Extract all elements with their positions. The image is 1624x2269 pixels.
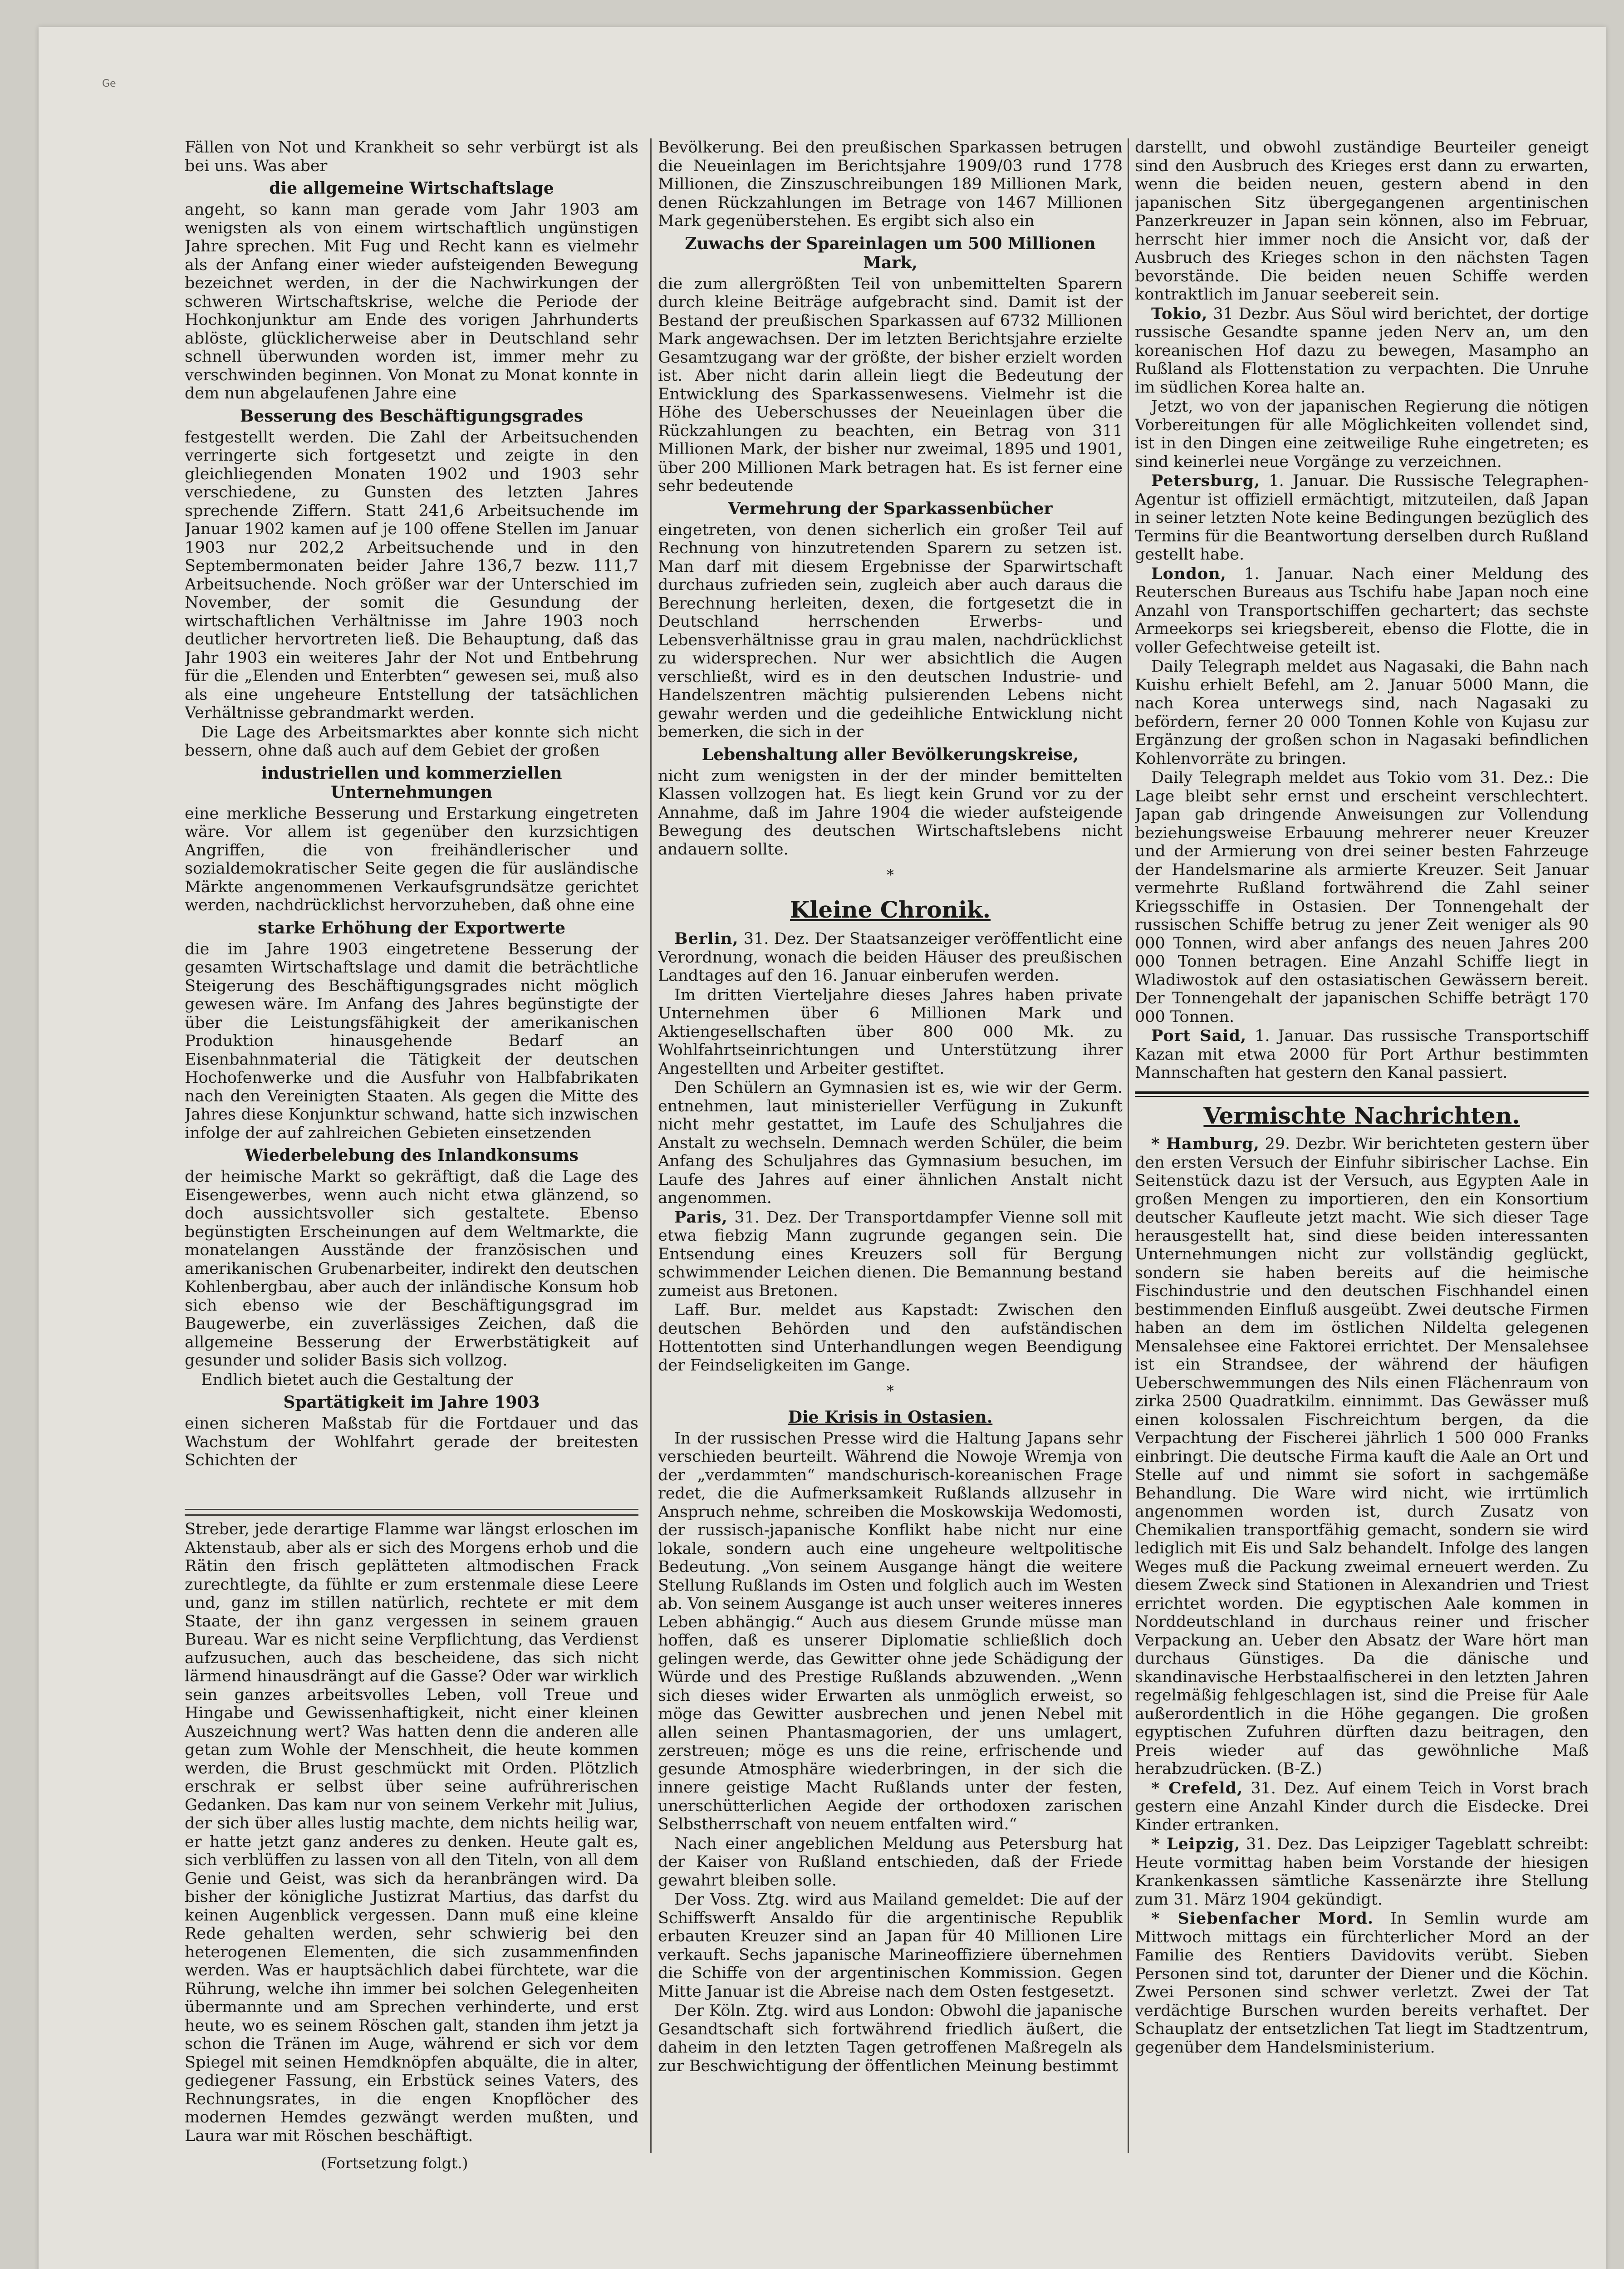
news-item [658, 930, 1123, 985]
paragraph: festgestellt werden. Die Zahl der Arbeitsuchenden verringerte sich fortgesetzt und zeigte in den gleichliegenden Monaten 1902 und 1903 sehr verschiedene, zu Gunsten des letzten Jahres sprechende Ziffern. Statt 241,6 Arbeitsuchende im Januar 1902 kamen auf je 100 offene Stellen im Januar 1903 nur 202,2 Arbeitsuchende und in den Septembermonaten beider Jahre 136,7 bezw. 111,7 Arbeitsuchende. Noch größer war der Unterschied im November, der somit die Gesundung der wirtschaftlichen Verhältnisse im Jahre 1903 noch deutlicher hervortreten ließ. Die Behauptung, daß das Jahr 1903 ein weiteres Jahr der Not und Entbehrung für die „Elenden und Enterbten“ gewesen sei, muß also als eine ungeheure Entstellung der tatsächlichen Verhältnisse gebrandmarkt werden. [185, 428, 638, 722]
news-item [1135, 565, 1589, 657]
section-header [1135, 1091, 1589, 1129]
column-3 [1135, 138, 1589, 2153]
column-2 [658, 138, 1123, 2153]
paragraph: In der russischen Presse wird die Haltung Japans sehr verschieden beurteilt. Während die Nowoje Wremja von der „verdammten“ mandschurisch-koreanischen Frage redet, die die Aufmerksamkeit Rußlands allzusehr in Anspruch nehme, schreiben die Moskowskija Wedomosti, der russisch-japanische Konflikt habe nicht nur eine lokale, sondern auch eine ungeheure weltpolitische Bedeutung. „Von seinem Ausgange hängt die weitere Stellung Rußlands im Osten und folglich auch im Westen ab. Von seinem Ausgange ist auch unser weiteres inneres Leben abhängig.“ Auch aus diesem Grunde müsse man hoffen, daß es unserer Diplomatie schließlich doch gelingen werde, das Gewitter ohne jede Schädigung der Würde und des Prestige Rußlands abzuwenden. „Wenn sich dieses wider Erwarten als unmöglich erweist, so möge das Gewitter ausbrechen und jenen Nebel mit allen seinen Phantasmagorien, der uns umlagert, zerstreuen; möge es uns die reine, erfrischende und gesunde Atmosphäre wiederbringen, in der sich die innere geistige Macht Rußlands unter der festen, unerschütterlichen Aegide der orthodoxen zarischen Selbstherrschaft von neuem entfalten wird.“ [658, 1429, 1123, 1833]
rule [1135, 1096, 1589, 1097]
paragraph: Daily Telegraph meldet aus Tokio vom 31. Dez.: Die Lage bleibt sehr ernst und erscheint verschlechtert. Japan gab dringende Anweisungen zur Vollendung beziehungsweise Erbauung mehrerer neuer Kreuzer und der Armierung von drei seiner besten Fahrzeuge der Handelsmarine als armierte Kreuzer. Seit Januar vermehrte Rußland fortwährend die Zahl seiner Kriegsschiffe in Ostasien. Der Tonnengehalt der russischen Schiffe betrug zu jener Zeit weniger als 90 000 Tonnen, wird aber anfangs des neuen Jahres 200 000 Tonnen betragen. Eine Anzahl Schiffe liegt in Wladiwostok auf den ostasiatischen Gewässern bereit. Der Tonnengehalt der japanischen Schiffe beträgt 170 000 Tonnen. [1135, 769, 1589, 1026]
news-text: 31. Dez. Auf einem Teich in Vorst brach gestern eine Anzahl Kinder durch die Eisdecke. Drei Kinder ertranken. [1135, 1779, 1589, 1834]
column-divider [1128, 138, 1129, 2153]
paragraph: Fällen von Not und Krankheit so sehr verbürgt ist als bei uns. Was aber [185, 138, 638, 175]
paragraph: nicht zum wenigsten in der der minder bemittelten Klassen vollzogen hat. Es liegt kein Grund vor zu der Annahme, daß im Jahre 1904 die wieder aufsteigende Bewegung des deutschen Wirtschaftslebens nicht andauern sollte. [658, 766, 1123, 859]
dateline: * Crefeld, [1151, 1778, 1243, 1798]
paragraph: Der Köln. Ztg. wird aus London: Obwohl die japanische Gesandtschaft sich fortwährend friedlich äußert, die daheim in den letzten Tagen getroffenen Maßregeln als zur Beschwichtigung der öffentlichen Meinung bestimmt [658, 2002, 1123, 2075]
paragraph: Im dritten Vierteljahre dieses Jahres haben private Unternehmen über 6 Millionen Mark und Aktiengesellschaften über 800 000 Mk. zu Wohlfahrtseinrichtungen und Unterstützung ihrer Angestellten und Arbeiter gestiftet. [658, 986, 1123, 1078]
news-item [1135, 1910, 1589, 2057]
paragraph: Jetzt, wo von der japanischen Regierung die nötigen Vorbereitungen für alle Möglichkeiten vollendet sind, ist in den Dingen eine zeitweilige Ruhe eingetreten; es sind keinerlei neue Vorgänge zu verzeichnen. [1135, 398, 1589, 471]
paragraph: darstellt, und obwohl zuständige Beurteiler geneigt sind den Ausbruch des Krieges erst dann zu erwarten, wenn die beiden neuen, gestern abend in den japanischen Sitz übergegangenen argentinischen Panzerkreuzer in Japan sein können, also im Februar, herrscht hier immer noch die Ansicht vor, daß der Ausbruch des Krieges schon in den nächsten Tagen bevorstände. Die beiden neuen Schiffe werden kontraktlich im Januar seebereit sein. [1135, 138, 1589, 304]
dateline: London, [1151, 564, 1227, 583]
paragraph: angeht, so kann man gerade vom Jahr 1903 am wenigsten als von einem wirtschaftlich ungünstigen Jahre sprechen. Mit Fug und Recht kann es vielmehr als der Anfang einer wieder aufsteigenden Bewegung bezeichnet werden, in der die Nachwirkungen der schweren Wirtschaftskrise, welche die Periode der Hochkonjunktur am Ende des vorigen Jahrhunderts ablöste, glücklicherweise aber in Deutschland sehr schnell überwunden worden ist, immer mehr zu verschwinden beginnen. Von Monat zu Monat konnte in dem nun abgelaufenen Jahre eine [185, 201, 638, 403]
section-title: Kleine Chronik. [790, 896, 991, 923]
dateline: * Siebenfacher Mord. [1151, 1909, 1374, 1928]
paragraph: Der Voss. Ztg. wird aus Mailand gemeldet: Die auf der Schiffswerft Ansaldo für die argentinische Republik erbauten Kreuzer sind an Japan für 40 Millionen Lire verkauft. Sechs japanische Marineoffiziere übernehmen die Schiffe von der argentinischen Kommission. Gegen Mitte Januar ist die Abreise nach dem Osten festgesetzt. [658, 1891, 1123, 2001]
subheading: Spartätigkeit im Jahre 1903 [283, 1393, 540, 1412]
paragraph: Daily Telegraph meldet aus Nagasaki, die Bahn nach Kuishu erhielt Befehl, am 2. Januar 5000 Mann, die nach Korea unterwegs sind, nach Nagasaki zu befördern, ferner 20 000 Tonnen Kohle von Kujasu zur Ergänzung der großen schon in Nagasaki befindlichen Kohlenvorräte zu bringen. [1135, 658, 1589, 768]
subheading: starke Erhöhung der Exportwerte [257, 918, 566, 938]
section-title: Vermischte Nachrichten. [1203, 1102, 1520, 1129]
subheading: Lebenshaltung aller Bevölkerungskreise, [702, 745, 1079, 764]
subheading: die allgemeine Wirtschaftslage [269, 179, 554, 198]
dateline: * Leipzig, [1151, 1835, 1241, 1853]
subheading: Zuwachs der Spareinlagen um 500 Millionen Mark, [685, 234, 1096, 272]
column-divider [650, 138, 652, 2153]
paragraph: Endlich bietet auch die Gestaltung der [201, 1370, 513, 1389]
news-text: 31. Dez. Der Transportdampfer Vienne soll mit etwa fiebzig Mann zugrunde gegangen sein. Die Entsendung eines Kreuzers soll für Bergung schwimmender Leichen dienen. Die Bemannung bestand zumeist aus Bretonen. [658, 1208, 1123, 1300]
paragraph: Den Schülern an Gymnasien ist es, wie wir der Germ. entnehmen, laut ministerieller Verfügung in Zukunft nicht mehr gestattet, im Laufe des Schuljahres die Anstalt zu wechseln. Demnach werden Schüler, die beim Anfang des Schuljahres das Gymnasium besuchen, im Laufe des Jahres auf einer ähnlichen Anstalt nicht angenommen. [658, 1079, 1123, 1207]
paragraph: die zum allergrößten Teil von unbemittelten Sparern durch kleine Beiträge aufgebracht sind. Damit ist der Bestand der preußischen Sparkassen auf 6732 Millionen Mark angewachsen. Der im letzten Berichtsjahre erzielte Gesamtzugang war der größte, der bisher erzielt worden ist. Aber nicht darin allein liegt die Bedeutung der Entwicklung des Sparkassenwesens. Vielmehr ist die Höhe des Ueberschusses der Neueinlagen über die Rückzahlungen zu beachten, ein Betrag von 311 Millionen Mark, der bisher nur zweimal, 1895 und 1901, über 200 Millionen Mark betragen hat. Es ist ferner eine sehr bedeutende [658, 275, 1123, 495]
news-text: 31. Dez. Der Staatsanzeiger veröffentlicht eine Verordnung, wonach die beiden Häuser des preußischen Landtages auf den 16. Januar einberufen werden. [658, 930, 1123, 985]
news-text: 1. Januar. Das russische Transportschiff Kazan mit etwa 2000 für Port Arthur bestimmten Mannschaften hat gestern den Kanal passiert. [1135, 1027, 1589, 1082]
dateline: Paris, [674, 1208, 728, 1227]
edge-mark: Ge [102, 78, 116, 89]
section-title: Die Krisis in Ostasien. [788, 1407, 993, 1427]
continuation-note: (Fortsetzung folgt.) [321, 2154, 468, 2172]
dateline: Port Said, [1151, 1026, 1247, 1045]
dateline: Berlin, [674, 929, 739, 948]
paragraph: Bevölkerung. Bei den preußischen Sparkassen betrugen die Neueinlagen im Berichtsjahre 1909/03 rund 1778 Millionen, die Zinszuschreibungen 189 Millionen Mark, denen Rückzahlungen im Betrage von 1467 Millionen Mark gegenüberstehen. Es ergibt sich also ein [658, 138, 1123, 230]
subheading: Besserung des Beschäftigungsgrades [240, 406, 584, 426]
newspaper-page [39, 27, 1606, 2269]
news-text: 31. Dez. Das Leipziger Tageblatt schreibt: Heute vormittag haben beim Vorstande der hiesigen Krankenkassen sämtliche Kassenärzte ihre Stellung zum 31. März 1904 gekündigt. [1135, 1835, 1589, 1909]
feuilleton [185, 1520, 638, 2172]
rule [1135, 1091, 1589, 1094]
subheading: Vermehrung der Sparkassenbücher [728, 499, 1053, 518]
subheading: Wiederbelebung des Inlandkonsums [245, 1146, 579, 1165]
paragraph: einen sicheren Maßstab für die Fortdauer und das Wachstum der Wohlfahrt gerade der breitesten Schichten der [185, 1414, 638, 1469]
news-text: In Semlin wurde am Mittwoch mittags ein fürchterlicher Mord an der Familie des Rentiers Davidovits verübt. Sieben Personen sind tot, darunter der Diener und die Köchin. Zwei Personen sind schwer verletzt. Zwei der Tat verdächtige Burschen wurden bereits verhaftet. Der Schauplatz der entsetzlichen Tat liegt im Stadtzentrum, gegenüber dem Handelsministerium. [1135, 1910, 1589, 2057]
paragraph: eingetreten, von denen sicherlich ein großer Teil auf Rechnung von hinzutretenden Sparern zu setzen ist. Man darf mit diesem Ergebnisse der Sparwirtschaft durchaus zufrieden sein, zugleich aber auch daraus die Berechnung herleiten, dexen, die fortgesetzt die in Deutschland herrschenden Erwerbs- und Lebensverhältnisse grau in grau malen, nachdrücklichst zu widersprechen. Nur wer absichtlich die Augen verschließt, wird es in den deutschen Industrie- und Handelszentren mächtig pulsierenden Lebens nicht gewahr werden und die gedeihliche Entwicklung nicht bemerken, die sich in der [658, 521, 1123, 741]
paragraph: die im Jahre 1903 eingetretene Besserung der gesamten Wirtschaftslage und damit die beträchtliche Steigerung des Beschäftigungsgrades nicht möglich gewesen wäre. Im Anfang des Jahres begünstigte der über die Leistungsfähigkeit der amerikanischen Produktion hinausgehende Bedarf an Eisenbahnmaterial die Tätigkeit der deutschen Hochofenwerke und die Ausfuhr von Halbfabrikaten nach den Vereinigten Staaten. Als gegen die Mitte des Jahres diese Konjunktur schwand, hatte sich inzwischen infolge der auf zahlreichen Gebieten einsetzenden [185, 940, 638, 1142]
paragraph: Die Lage des Arbeitsmarktes aber konnte sich nicht bessern, ohne daß auch auf dem Gebiet der großen [185, 723, 638, 760]
news-item [658, 1208, 1123, 1301]
feuilleton-divider [185, 1509, 638, 1516]
news-item [1135, 1135, 1589, 1778]
news-item [1135, 305, 1589, 397]
dateline: * Hamburg, [1151, 1134, 1260, 1153]
news-text: 1. Januar. Die Russische Telegraphen-Agentur ist offiziell ermächtigt, mitzuteilen, daß Japan in seiner letzten Note keine Bedingungen bezüglich des Termins für die Beantwortung derselben durch Rußland gestellt habe. [1135, 472, 1589, 564]
news-item [1135, 1835, 1589, 1909]
news-item [1135, 1779, 1589, 1835]
paragraph: Nach einer angeblichen Meldung aus Petersburg hat der Kaiser von Rußland entschieden, daß der Friede gewahrt bleiben solle. [658, 1834, 1123, 1890]
paragraph: eine merkliche Besserung und Erstarkung eingetreten wäre. Vor allem ist gegenüber den kurzsichtigen Angriffen, die von freihändlerischer und sozialdemokratischer Seite gegen die für ausländische Märkte angenommenen Verkaufsgrundsätze gerichtet werden, nachdrücklichst hervorzuheben, daß ohne eine [185, 804, 638, 914]
feuilleton-text: Streber, jede derartige Flamme war längst erloschen im Aktenstaub, aber als er sich des Morgens erhob und die Rätin den frisch geplätteten altmodischen Frack zurechtlegte, da fühlte er zum erstenmale diese Leere und, ganz im stillen natürlich, rechtete er mit dem Staate, der ihn ganz vergessen in seinem grauen Bureau. War es nicht seine Verpflichtung, das Verdienst aufzusuchen, auch das bescheidene, das sich nicht lärmend hinausdrängt auf die Gasse? Oder war wirklich sein ganzes arbeitsvolles Leben, voll Treue und Hingabe und Gewissenhaftigkeit, nicht einer kleinen Auszeichnung wert? Was hatten denn die anderen alle getan zum Wohle der Menschheit, die heute kommen werden, die Brust geschmückt mit Orden. Plötzlich erschrak er selbst über seine aufrührerischen Gedanken. Das kam nur von seinem Verkehr mit Julius, der sich über alles lustig machte, dem nichts heilig war, er hatte jetzt ganz anderes zu denken. Heute galt es, sich verblüffen zu lassen von all den Titeln, von all dem Genie und Geist, was sich da heranbrängen wird. Da bisher der königliche Justizrat Martius, das darfst du keinen Augenblick vergessen. Dann muß eine kleine Rede gehalten werden, sehr schwierig bei den heterogenen Elementen, die sich zusammenfinden werden. Was er hauptsächlich dabei fürchtete, war die Rührung, welche ihn immer bei solchen Gelegenheiten übermannte und am Sprechen verhinderte, und erst heute, wo es seinem Röschen galt, standen ihm jetzt ja schon die Tränen im Auge, während er sich vor dem Spiegel mit seinen Hemdknöpfen abquälte, die in alter, gediegener Fassung, ein Erbstück seines Vaters, des Rechnungsrates, in die engen Knopflöcher des modernen Hemdes gezwängt werden mußten, und Laura war mit Röschen beschäftigt. [185, 1520, 638, 2145]
separator-star: * [887, 1382, 894, 1400]
dateline: Tokio, [1151, 304, 1208, 323]
separator-star: * [887, 866, 894, 884]
paragraph: Laff. Bur. meldet aus Kapstadt: Zwischen den deutschen Behörden und den aufständischen Hottentotten sind Unterhandlungen wegen Beendigung der Feindseligkeiten im Gange. [658, 1301, 1123, 1375]
news-text: 31 Dezbr. Aus Söul wird berichtet, der dortige russische Gesandte spanne jeden Nerv an, um den koreanischen Hof dazu zu bewegen, Masampho an Rußland als Flottenstation zu verpachten. Die Unruhe im südlichen Korea halte an. [1135, 304, 1589, 397]
dateline: Petersburg, [1151, 471, 1261, 490]
subheading: industriellen und kommerziellen Unternehmungen [261, 763, 562, 802]
news-text: 1. Januar. Nach einer Meldung des Reuterschen Bureaus aus Tschifu habe Japan noch eine Anzahl von Transportschiffen gechartert; das sechste Armeekorps sei kriegsbereit, ebenso die Flotte, die in voller Gefechtweise geteilt ist. [1135, 565, 1589, 657]
news-item [1135, 472, 1589, 564]
news-text: 29. Dezbr. Wir berichteten gestern über den ersten Versuch der Einfuhr sibirischer Lachse. Ein Seitenstück dazu ist der Versuch, aus Egypten Aale in großen Mengen zu importieren, den ein Konsortium deutscher Kaufleute jetzt macht. Wie sich dieser Tage herausgestellt hat, sind diese beiden interessanten Unternehmungen nicht zur vollständig geglückt, sondern sie haben bereits auf die heimische Fischindustrie und den deutschen Fischhandel einen bestimmenden Einfluß ausgeübt. Zwei deutsche Firmen haben an dem im östlichen Nildelta gelegenen Mensalehsee eine Faktorei errichtet. Der Mensalehsee ist ein Strandsee, der während der häufigen Ueberschwemmungen des Nils einen Flächenraum von zirka 2500 Quadratkilm. einnimmt. Das Gewässer muß einen kolossalen Fischreichtum bergen, da die Verpachtung der Fischerei jährlich 1 500 000 Franks einbringt. Die deutsche Firma kauft die Aale an Ort und Stelle auf und nimmt sie sofort in sachgemäße Behandlung. Die Ware wird nicht, wie irrtümlich angenommen worden ist, durch Zusatz von Chemikalien transportfähig gemacht, sondern sie wird lediglich mit Eis und Salz behandelt. Infolge des langen Weges muß die Packung zweimal erneuert werden. Zu diesem Zweck sind Stationen in Alexandrien und Triest errichtet worden. Die egyptischen Aale kommen in Norddeutschland in durchaus reiner und frischer Verpackung an. Ueber den Absatz der Ware hört man durchaus Günstiges. Da die dänische und skandinavische Herbstaalfischerei in den letzten Jahren regelmäßig fehlgeschlagen ist, sind die Preise für Aale außerordentlich in die Höhe gegangen. Die großen egyptischen Zufuhren dürften dazu beitragen, den Preis wieder auf das gewöhnliche Maß herabzudrücken. (B-Z.) [1135, 1135, 1589, 1778]
news-item [1135, 1027, 1589, 1082]
paragraph: der heimische Markt so gekräftigt, daß die Lage des Eisengewerbes, wenn auch nicht etwa glänzend, so doch aussichtsvoller sich gestaltete. Ebenso begünstigten Erscheinungen auf dem Weltmarkte, die monatelangen Ausstände der französischen und amerikanischen Grubenarbeiter, indirekt den deutschen Kohlenbergbau, aber auch der inländische Konsum hob sich ebenso wie der Beschäftigungsgrad im Baugewerbe, ein zuverlässiges Zeichen, daß die allgemeine Besserung der Erwerbstätigkeit auf gesunder und solider Basis sich vollzog. [185, 1168, 638, 1370]
